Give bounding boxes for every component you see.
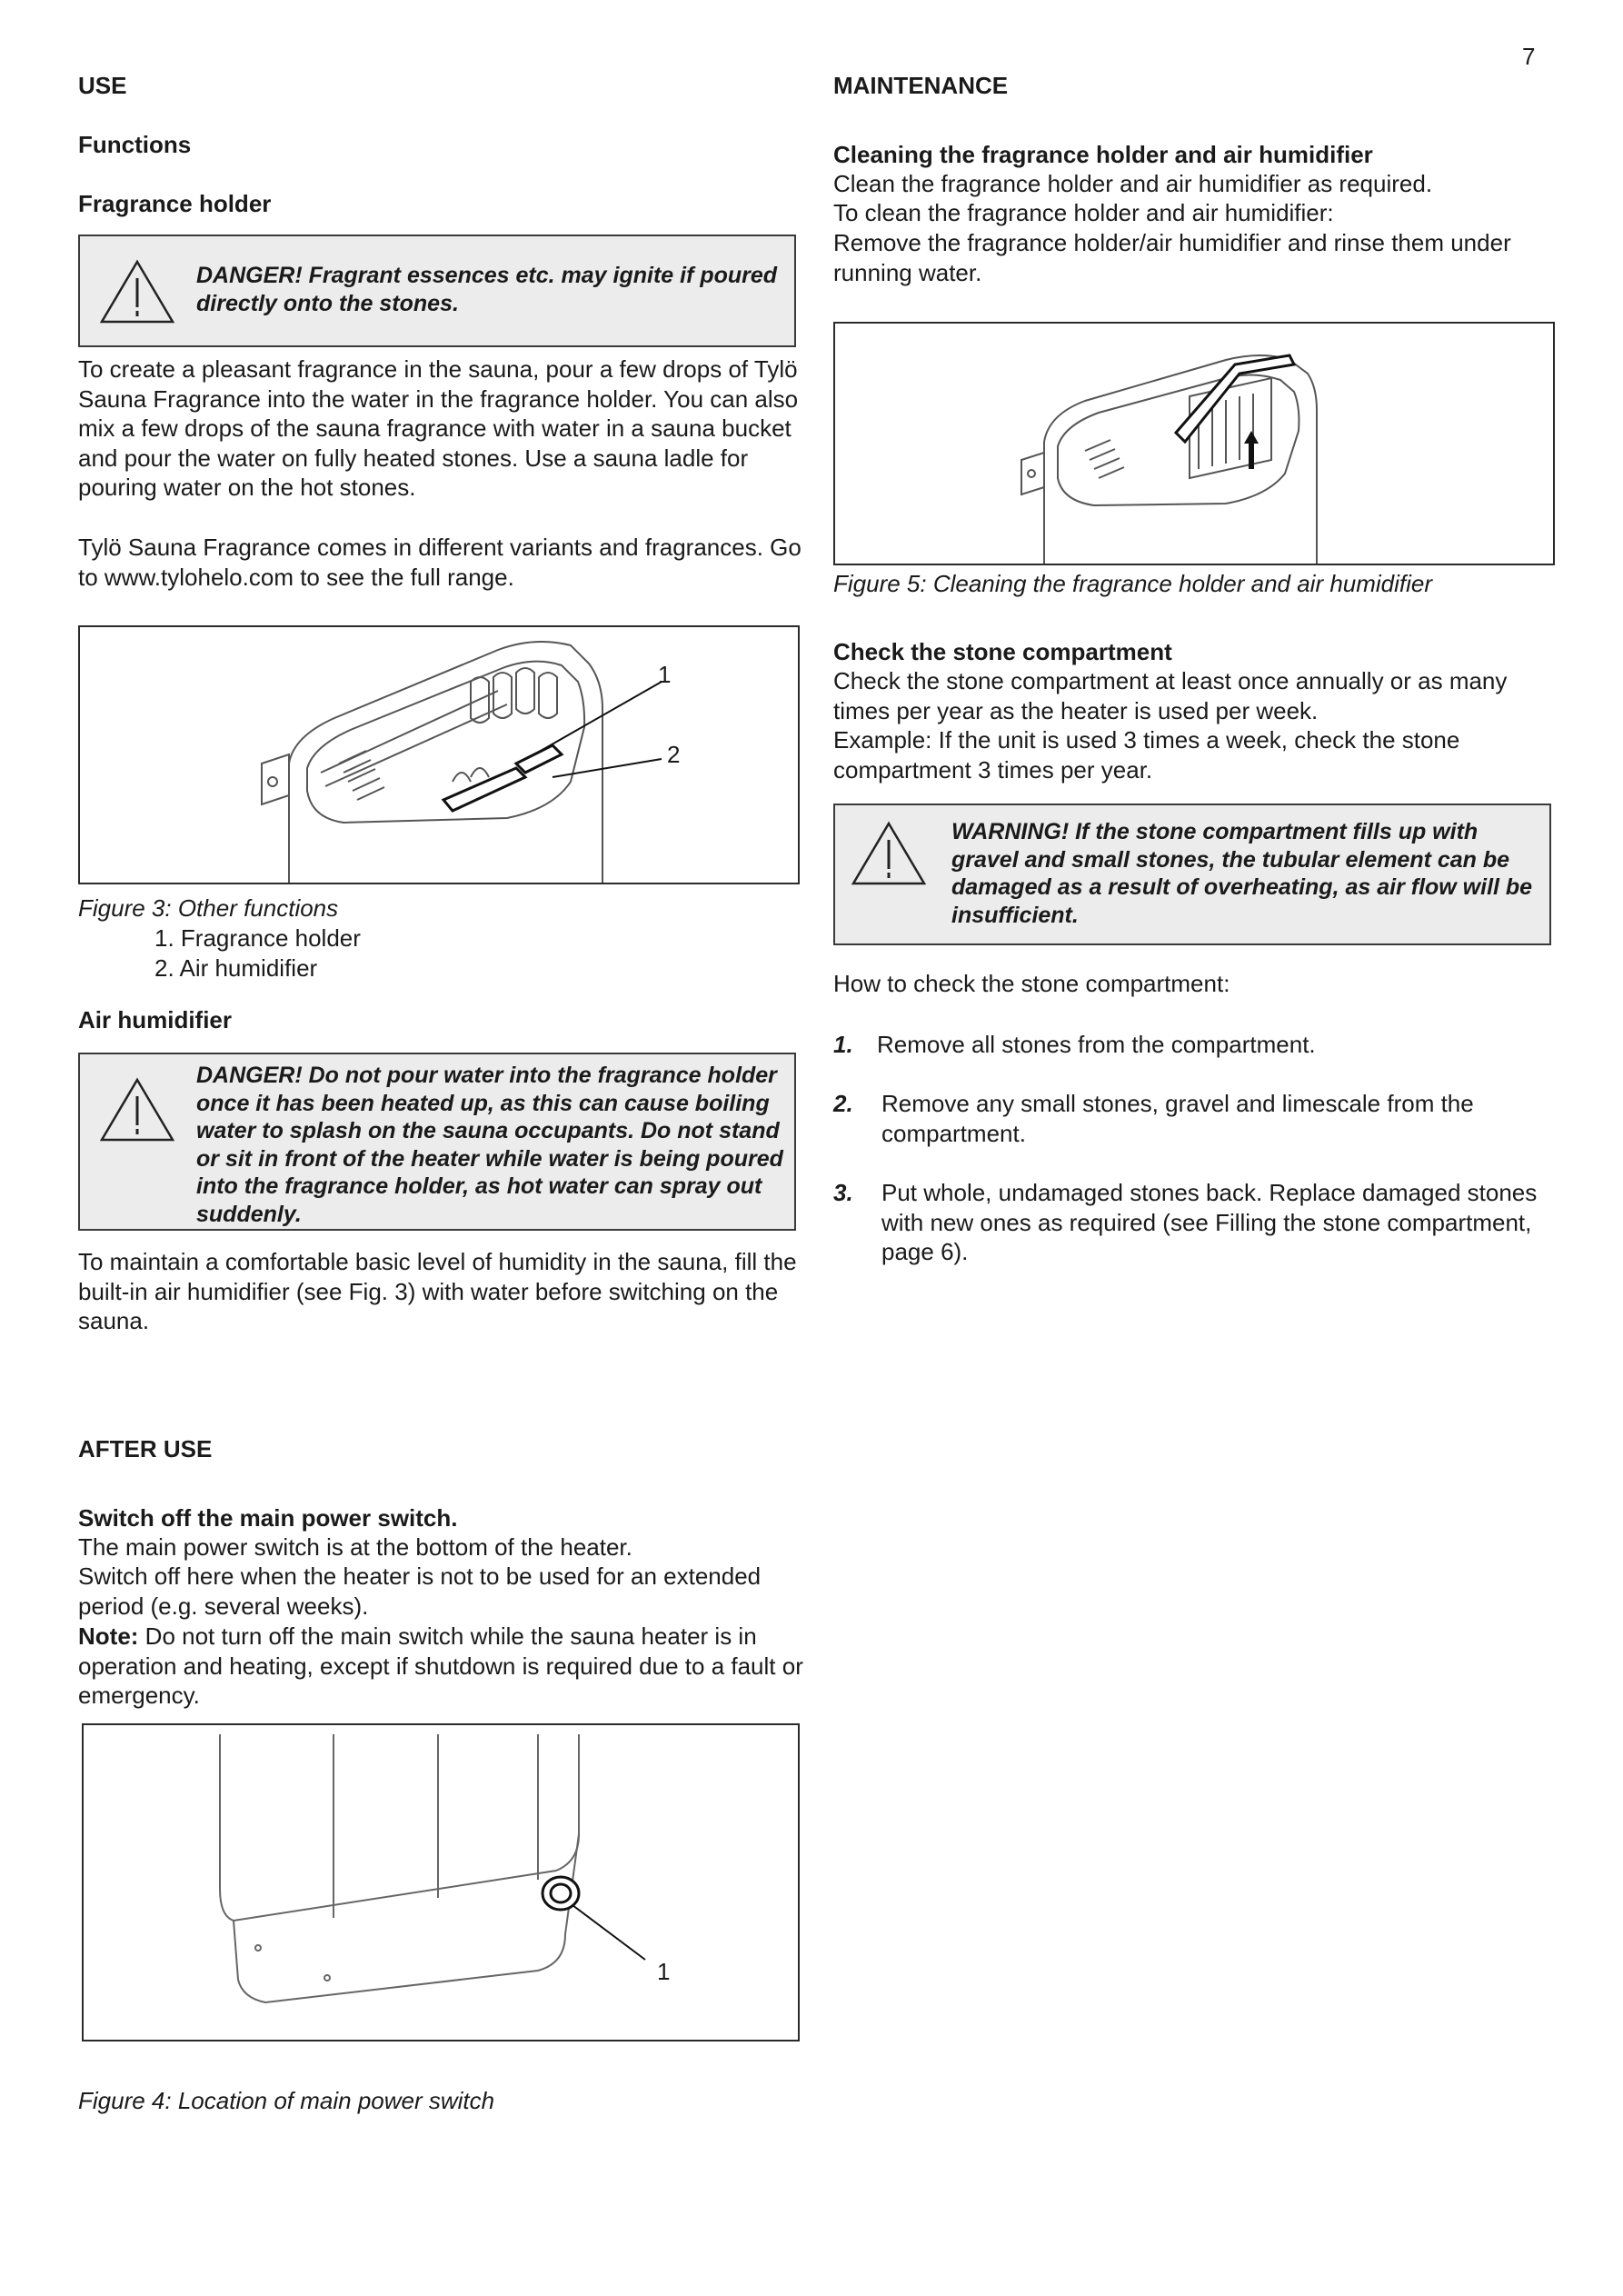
step-number: 2. <box>833 1090 853 1117</box>
maintenance-heading: MAINTENANCE <box>833 72 1009 99</box>
switch-line-2: Switch off here when the heater is not to be used for an extended period (e.g. several weeks). <box>78 1562 762 1620</box>
fragrance-paragraph-2: Tylö Sauna Fragrance comes in different variants and fragrances. Go to www.tylohelo.com to see the full range. <box>78 534 802 591</box>
check-stone-line-2: Example: If the unit is used 3 times a week, check the stone compartment 3 times per year. <box>833 726 1460 784</box>
danger-text-humidifier: DANGER! Do not pour water into the fragrance holder once it has been heated up, as this can cause boiling water to splash on the sauna occupants. Do not stand or sit in front of the heater while water is being poured into the fragrance holder, as hot water can spray out suddenly. <box>196 1063 783 1227</box>
warning-triangle-icon <box>98 258 176 325</box>
step-number: 1. <box>833 1031 853 1058</box>
figure-4-callout-1: 1 <box>657 1958 671 1985</box>
figure-4-illustration <box>82 1723 800 2041</box>
figure-3-callout-2: 2 <box>667 741 681 768</box>
air-humidifier-heading: Air humidifier <box>78 1006 233 1033</box>
warning-triangle-icon <box>850 820 928 887</box>
check-stone-line-1: Check the stone compartment at least once annually or as many times per year as the heater is used per week. <box>833 667 1508 724</box>
danger-text-fragrance: DANGER! Fragrant essences etc. may ignite if poured directly onto the stones. <box>196 263 778 316</box>
heater-top-drawing <box>80 627 800 884</box>
switch-off-heading: Switch off the main power switch. <box>78 1504 458 1532</box>
figure-3-illustration <box>78 625 800 884</box>
note-text: Do not turn off the main switch while the sauna heater is in operation and heating, except if shutdown is required due to a fault or emergency. <box>78 1622 803 1709</box>
figure-5-caption: Figure 5: Cleaning the fragrance holder and air humidifier <box>833 570 1433 597</box>
switch-line-1: The main power switch is at the bottom of the heater. <box>78 1533 632 1561</box>
cleaning-line-2: To clean the fragrance holder and air humidifier: <box>833 199 1334 226</box>
step-text: Remove all stones from the compartment. <box>877 1031 1316 1058</box>
cleaning-heading: Cleaning the fragrance holder and air humidifier <box>833 141 1373 168</box>
air-humidifier-paragraph: To maintain a comfortable basic level of humidity in the sauna, fill the built-in air humidifier (see Fig. 3) with water before switching on the sauna. <box>78 1248 797 1334</box>
use-heading: USE <box>78 72 127 99</box>
step-text: Remove any small stones, gravel and limescale from the compartment. <box>881 1090 1474 1147</box>
functions-heading: Functions <box>78 131 192 158</box>
danger-box-fragrance <box>78 235 796 347</box>
note-paragraph <box>78 1622 805 1711</box>
figure-3-item-2: 2. Air humidifier <box>154 954 318 982</box>
note-label: Note: <box>78 1622 139 1650</box>
warning-text-stone: WARNING! If the stone compartment fills up with gravel and small stones, the tubular element can be damaged as a result of overheating, as air flow will be insufficient. <box>951 819 1533 928</box>
danger-box-humidifier <box>78 1053 796 1231</box>
figure-3-callout-1: 1 <box>658 661 672 688</box>
figure-4-caption: Figure 4: Location of main power switch <box>78 2087 495 2114</box>
figure-3-caption: Figure 3: Other functions <box>78 894 339 922</box>
step-text: Put whole, undamaged stones back. Replace damaged stones with new ones as required (see Filling the stone compartment, page 6). <box>881 1179 1538 1265</box>
warning-box-stone <box>833 804 1551 945</box>
fragrance-paragraph-1: To create a pleasant fragrance in the sauna, pour a few drops of Tylö Sauna Fragrance into the water in the fragrance holder. You can also mix a few drops of the sauna fragrance with water in a sauna bucket and pour the water on fully heated stones. Use a sauna ladle for pouring water on the hot stones. <box>78 355 799 501</box>
cleaning-line-3: Remove the fragrance holder/air humidifier and rinse them under running water. <box>833 229 1511 286</box>
heater-bottom-drawing <box>84 1725 800 2041</box>
page-number: 7 <box>1522 43 1536 70</box>
cleaning-line-1: Clean the fragrance holder and air humidifier as required. <box>833 170 1433 197</box>
heater-cleaning-drawing <box>835 324 1555 565</box>
figure-3-item-1: 1. Fragrance holder <box>154 924 361 952</box>
after-use-heading: AFTER USE <box>78 1435 213 1462</box>
step-number: 3. <box>833 1179 853 1206</box>
warning-triangle-icon <box>98 1076 176 1143</box>
how-to-check-label: How to check the stone compartment: <box>833 970 1230 997</box>
check-stone-heading: Check the stone compartment <box>833 638 1172 665</box>
figure-5-illustration <box>833 322 1555 565</box>
fragrance-holder-heading: Fragrance holder <box>78 190 272 217</box>
